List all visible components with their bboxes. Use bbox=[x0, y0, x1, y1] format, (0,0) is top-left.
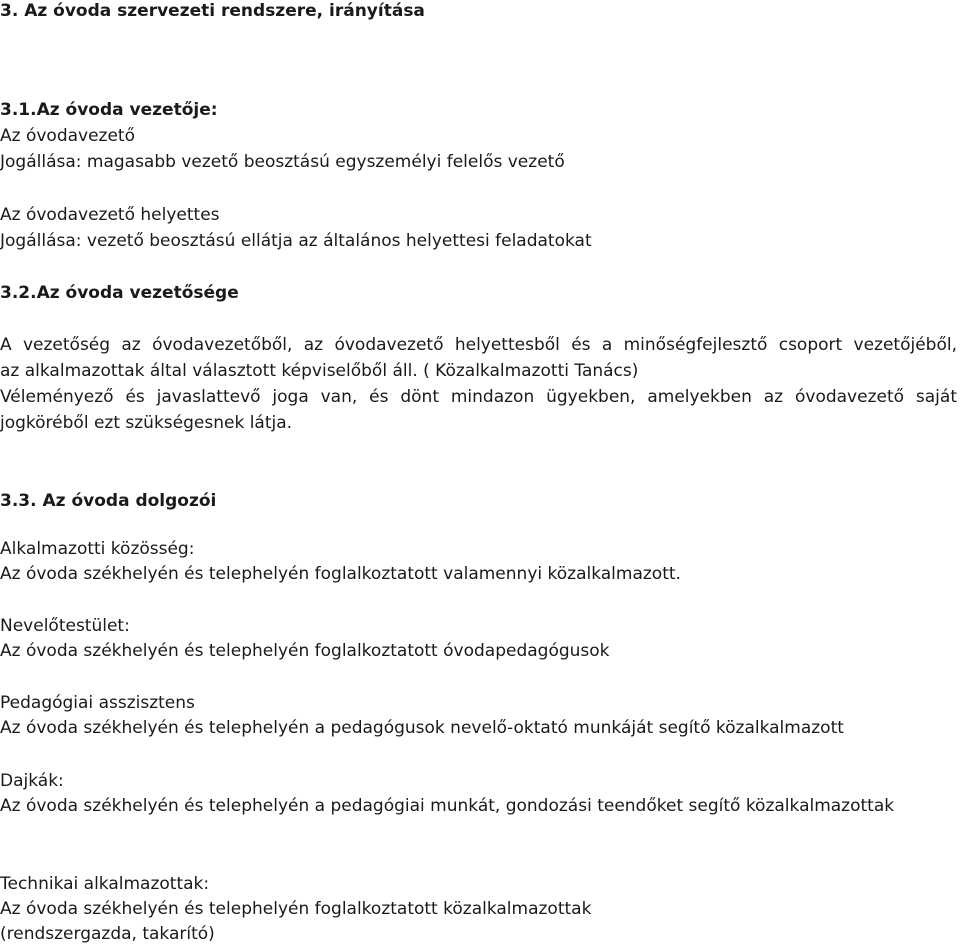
staff-group-description: Az óvoda székhelyén és telephelyén foglalkoztatott óvodapedagógusok bbox=[0, 641, 610, 661]
staff-group-label: Alkalmazotti közösség: bbox=[0, 539, 195, 559]
role-status: Jogállása: vezető beosztású ellátja az általános helyettesi feladatokat bbox=[0, 231, 592, 251]
role-title: Az óvodavezető helyettes bbox=[0, 205, 220, 225]
paragraph-line: A vezetőség az óvodavezetőből, az óvodavezető helyettesből és a minőségfejlesztő csoport vezetőjéből, bbox=[0, 335, 957, 355]
staff-group-description: Az óvoda székhelyén és telephelyén foglalkoztatott közalkalmazottak bbox=[0, 899, 592, 919]
staff-group-label: Pedagógiai asszisztens bbox=[0, 693, 195, 713]
subsection-heading-3-3: 3.3. Az óvoda dolgozói bbox=[0, 491, 217, 511]
subsection-heading-3-1: 3.1.Az óvoda vezetője: bbox=[0, 100, 218, 120]
staff-group-description: (rendszergazda, takarító) bbox=[0, 924, 215, 944]
staff-group-label: Dajkák: bbox=[0, 771, 64, 791]
role-status: Jogállása: magasabb vezető beosztású egyszemélyi felelős vezető bbox=[0, 152, 565, 172]
staff-group-description: Az óvoda székhelyén és telephelyén a pedagógiai munkát, gondozási teendőket segítő közalkalmazottak bbox=[0, 796, 895, 816]
staff-group-description: Az óvoda székhelyén és telephelyén foglalkoztatott valamennyi közalkalmazott. bbox=[0, 564, 681, 584]
paragraph-line: Véleményező és javaslattevő joga van, és dönt mindazon ügyekben, amelyekben az óvodavezető saját bbox=[0, 387, 957, 407]
paragraph-line: az alkalmazottak által választott képviselőből áll. ( Közalkalmazotti Tanács) bbox=[0, 361, 639, 381]
paragraph-line: jogköréből ezt szükségesnek látja. bbox=[0, 413, 293, 433]
staff-group-description: Az óvoda székhelyén és telephelyén a pedagógusok nevelő-oktató munkáját segítő közalkalmazott bbox=[0, 718, 844, 738]
section-title: 3. Az óvoda szervezeti rendszere, irányítása bbox=[0, 1, 425, 21]
staff-group-label: Nevelőtestület: bbox=[0, 616, 130, 636]
staff-group-label: Technikai alkalmazottak: bbox=[0, 874, 210, 894]
subsection-heading-3-2: 3.2.Az óvoda vezetősége bbox=[0, 283, 239, 303]
role-title: Az óvodavezető bbox=[0, 126, 135, 146]
